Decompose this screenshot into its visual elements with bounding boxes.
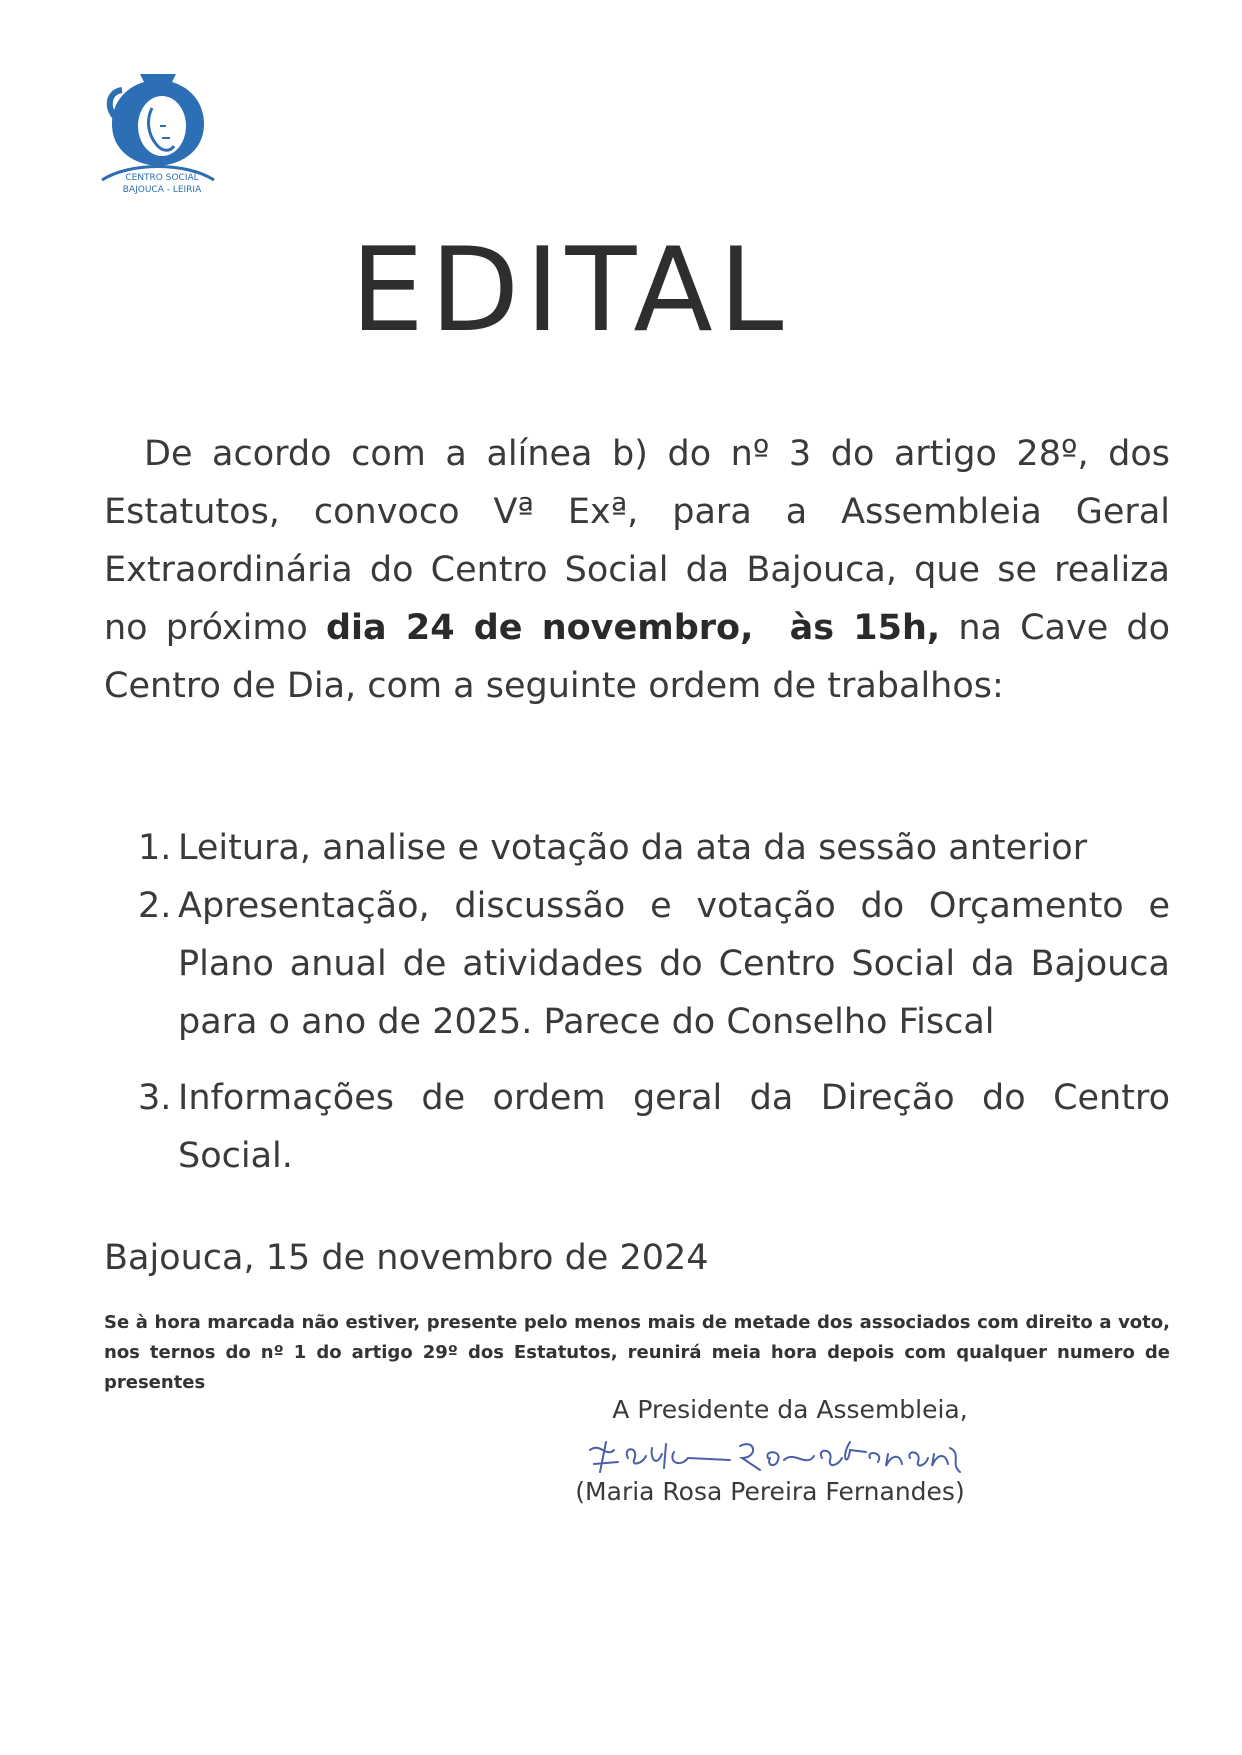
intro-text-1: De acordo com a alínea b) do nº 3 do artigo 28º, dos Estatutos, convoco Vª Exª, para a Assembleia Geral Extraordinária do Centro Social da Bajouca, que se realiza no próximo [104, 434, 1170, 648]
meeting-time: às 15h, [789, 608, 941, 648]
agenda-item-text: Informações de ordem geral da Direção do Centro Social. [178, 1078, 1170, 1176]
handwritten-signature [570, 1428, 970, 1480]
agenda-item [104, 819, 1170, 877]
signature-role: A Presidente da Assembleia, [612, 1395, 968, 1424]
centro-social-logo [100, 68, 216, 196]
agenda-item [104, 877, 1170, 1051]
agenda-item-number: 2. [138, 886, 172, 926]
logo-emblem-icon [100, 68, 216, 196]
agenda-item-number: 1. [138, 828, 172, 868]
logo-line-1: CENTRO SOCIAL [125, 173, 199, 183]
agenda-item-number: 3. [138, 1078, 172, 1118]
logo-line-2: BAJOUCA - LEIRIA [122, 185, 202, 195]
intro-text-2: na Cave do Centro de Dia, com a seguinte ordem de trabalhos: [104, 608, 1170, 706]
intro-paragraph [104, 425, 1170, 715]
document-title: EDITAL [350, 223, 790, 358]
agenda-item-text: Leitura, analise e votação da ata da sessão anterior [178, 828, 1088, 868]
quorum-note: Se à hora marcada não estiver, presente pelo menos mais de metade dos associados com direito a voto, nos ternos do nº 1 do artigo 29º dos Estatutos, reunirá meia hora depois com qualquer numero de presentes [104, 1312, 1170, 1393]
signature-block [560, 1392, 980, 1510]
agenda-item-text: Apresentação, discussão e votação do Orçamento e Plano anual de atividades do Centro Social da Bajouca para o ano de 2025. Parece do Conselho Fiscal [178, 886, 1170, 1042]
meeting-date: dia 24 de novembro, [325, 608, 754, 648]
agenda-list [104, 819, 1170, 1185]
agenda-item [104, 1069, 1170, 1185]
signatory-name: (Maria Rosa Pereira Fernandes) [575, 1477, 965, 1506]
document-date: Bajouca, 15 de novembro de 2024 [104, 1238, 709, 1278]
